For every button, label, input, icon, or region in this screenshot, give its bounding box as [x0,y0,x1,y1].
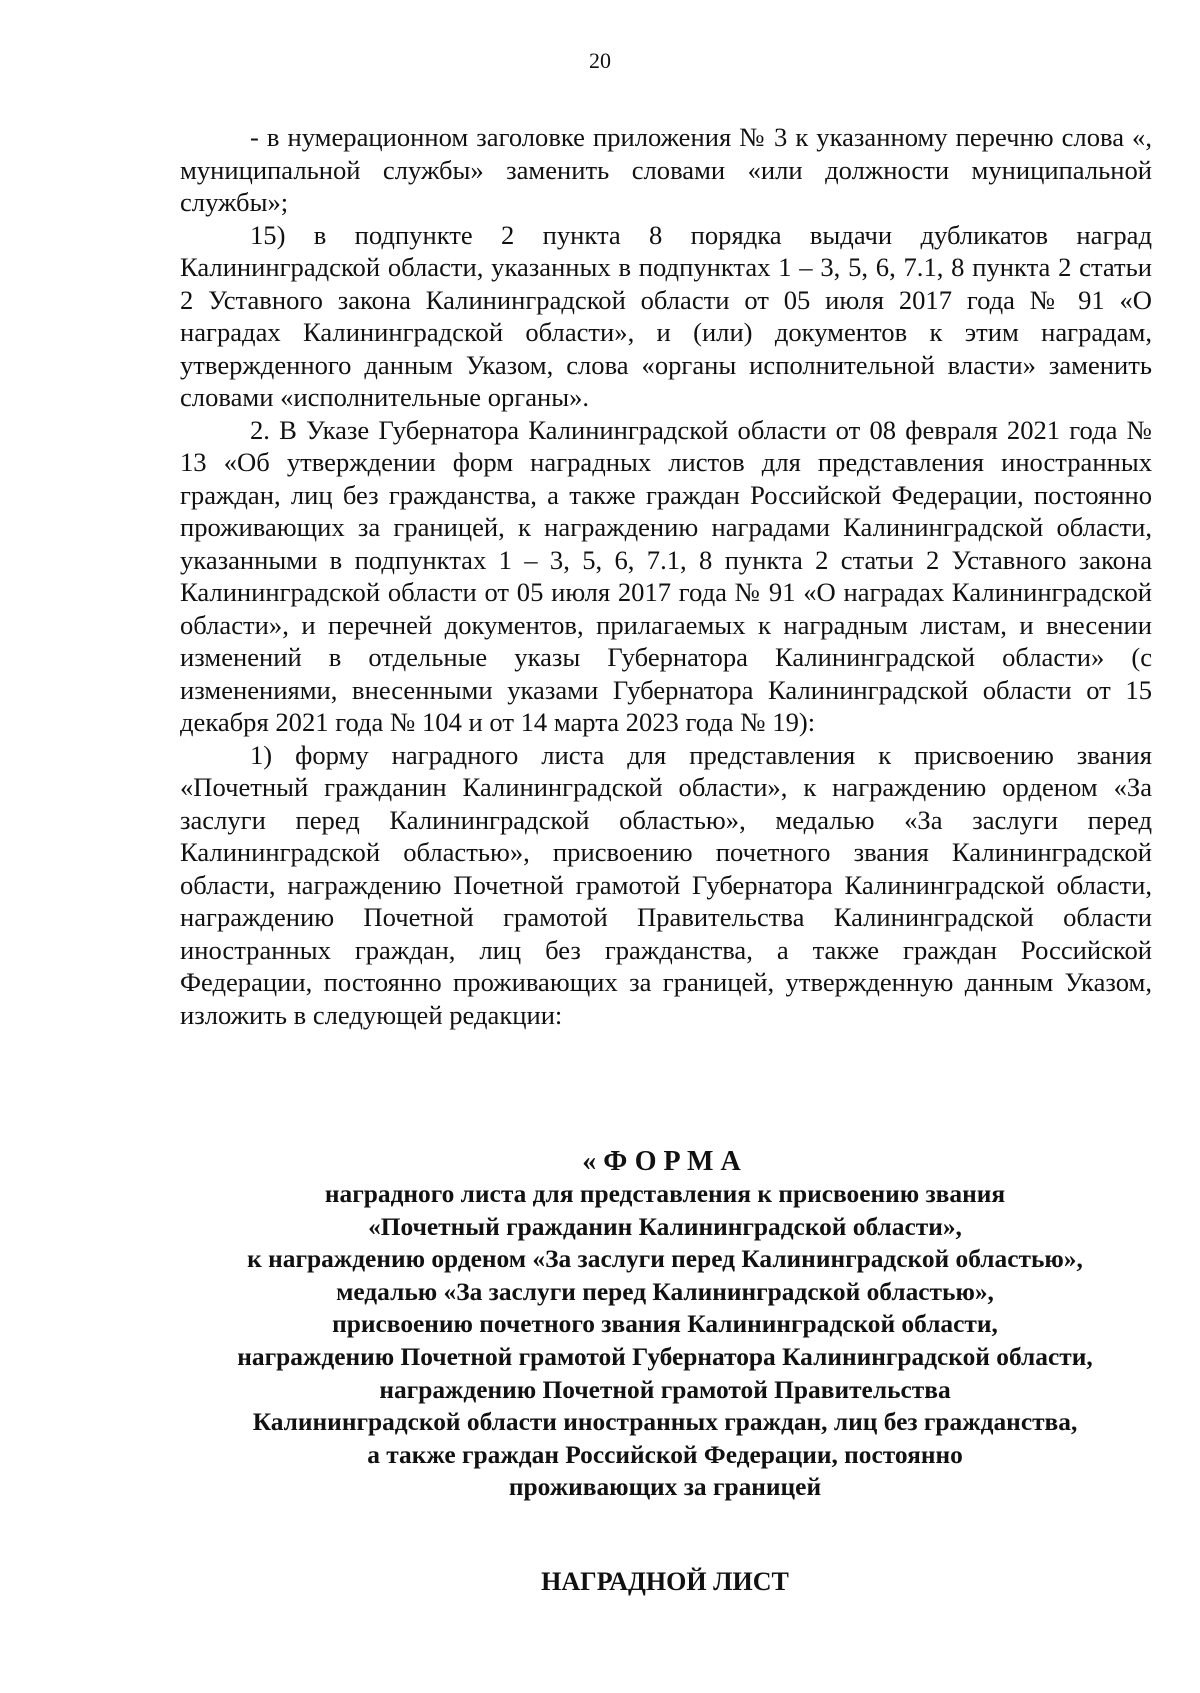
form-heading-line: медалью «За заслуги перед Калининградской областью», [336,1277,994,1306]
form-title: «ФОРМА [582,1146,748,1177]
paragraph-section-2: 2. В Указе Губернатора Калининградской области от 08 февраля 2021 года № 13 «Об утверждении форм наградных листов для представления иностранных граждан, лиц без гражданства, а также граждан Российской Федерации, постоянно проживающих за границей, к награждению наградами Калининградской области, указанными в подпунктах 1 – 3, 5, 6, 7.1, 8 пункта 2 статьи 2 Уставного закона Калининградской области от 05 июля 2017 года № 91 «О наградах Калининградской области», и перечней документов, прилагаемых к наградным листам, и внесении изменений в отдельные указы Губернатора Калининградской области» (с изменениями, внесенными указами Губернатора Калининградской области от 15 декабря 2021 года № 104 и от 14 марта 2023 года № 19): [180,414,1152,737]
paragraph-amendment-numbering-header: - в нумерационном заголовке приложения № 3 к указанному перечню слова «, муниципальной службы» заменить словами «или должности муниципальной службы»; [180,122,1152,217]
form-heading-line: награждению Почетной грамотой Губернатора Калининградской области, [237,1342,1093,1371]
paragraph-item-15: 15) в подпункте 2 пункта 8 порядка выдачи дубликатов наград Калининградской области, указанных в подпунктах 1 – 3, 5, 6, 7.1, 8 пункта 2 статьи 2 Уставного закона Калининградской области от 05 июля 2017 года № 91 «О наградах Калининградской области», и (или) документов к этим наградам, утвержденного данным Указом, слова «органы исполнительной власти» заменить словами «исполнительные органы». [180,219,1152,412]
paragraph-item-1: 1) форму наградного листа для представления к присвоению звания «Почетный гражданин Калининградской области», к награждению орденом «За заслуги перед Калининградской областью», медалью «За заслуги перед Калининградской областью», присвоению почетного звания Калининградской области, награждению Почетной грамотой Губернатора Калининградской области, награждению Почетной грамотой Правительства Калининградской области иностранных граждан, лиц без гражданства, а также граждан Российской Федерации, постоянно проживающих за границей, утвержденную данным Указом, изложить в следующей редакции: [180,739,1152,1030]
award-sheet-title: НАГРАДНОЙ ЛИСТ [541,1567,789,1596]
form-heading-line: присвоению почетного звания Калининградской области, [332,1310,998,1339]
page-number: 20 [589,48,611,73]
form-heading [150,1146,1180,1504]
form-heading-line: проживающих за границей [508,1473,822,1502]
form-heading-line: «Почетный гражданин Калининградской области», [368,1212,962,1241]
form-heading-line: а также граждан Российской Федерации, постоянно [367,1440,963,1469]
form-heading-line: к награждению орденом «За заслуги перед Калининградской областью», [247,1245,1083,1274]
form-heading-line: наградного листа для представления к присвоению звания [324,1180,1006,1208]
form-heading-line: Калининградской области иностранных граждан, лиц без гражданства, [252,1408,1078,1437]
document-body [180,121,1152,1031]
form-heading-line: награждению Почетной грамотой Правительства [379,1375,951,1404]
